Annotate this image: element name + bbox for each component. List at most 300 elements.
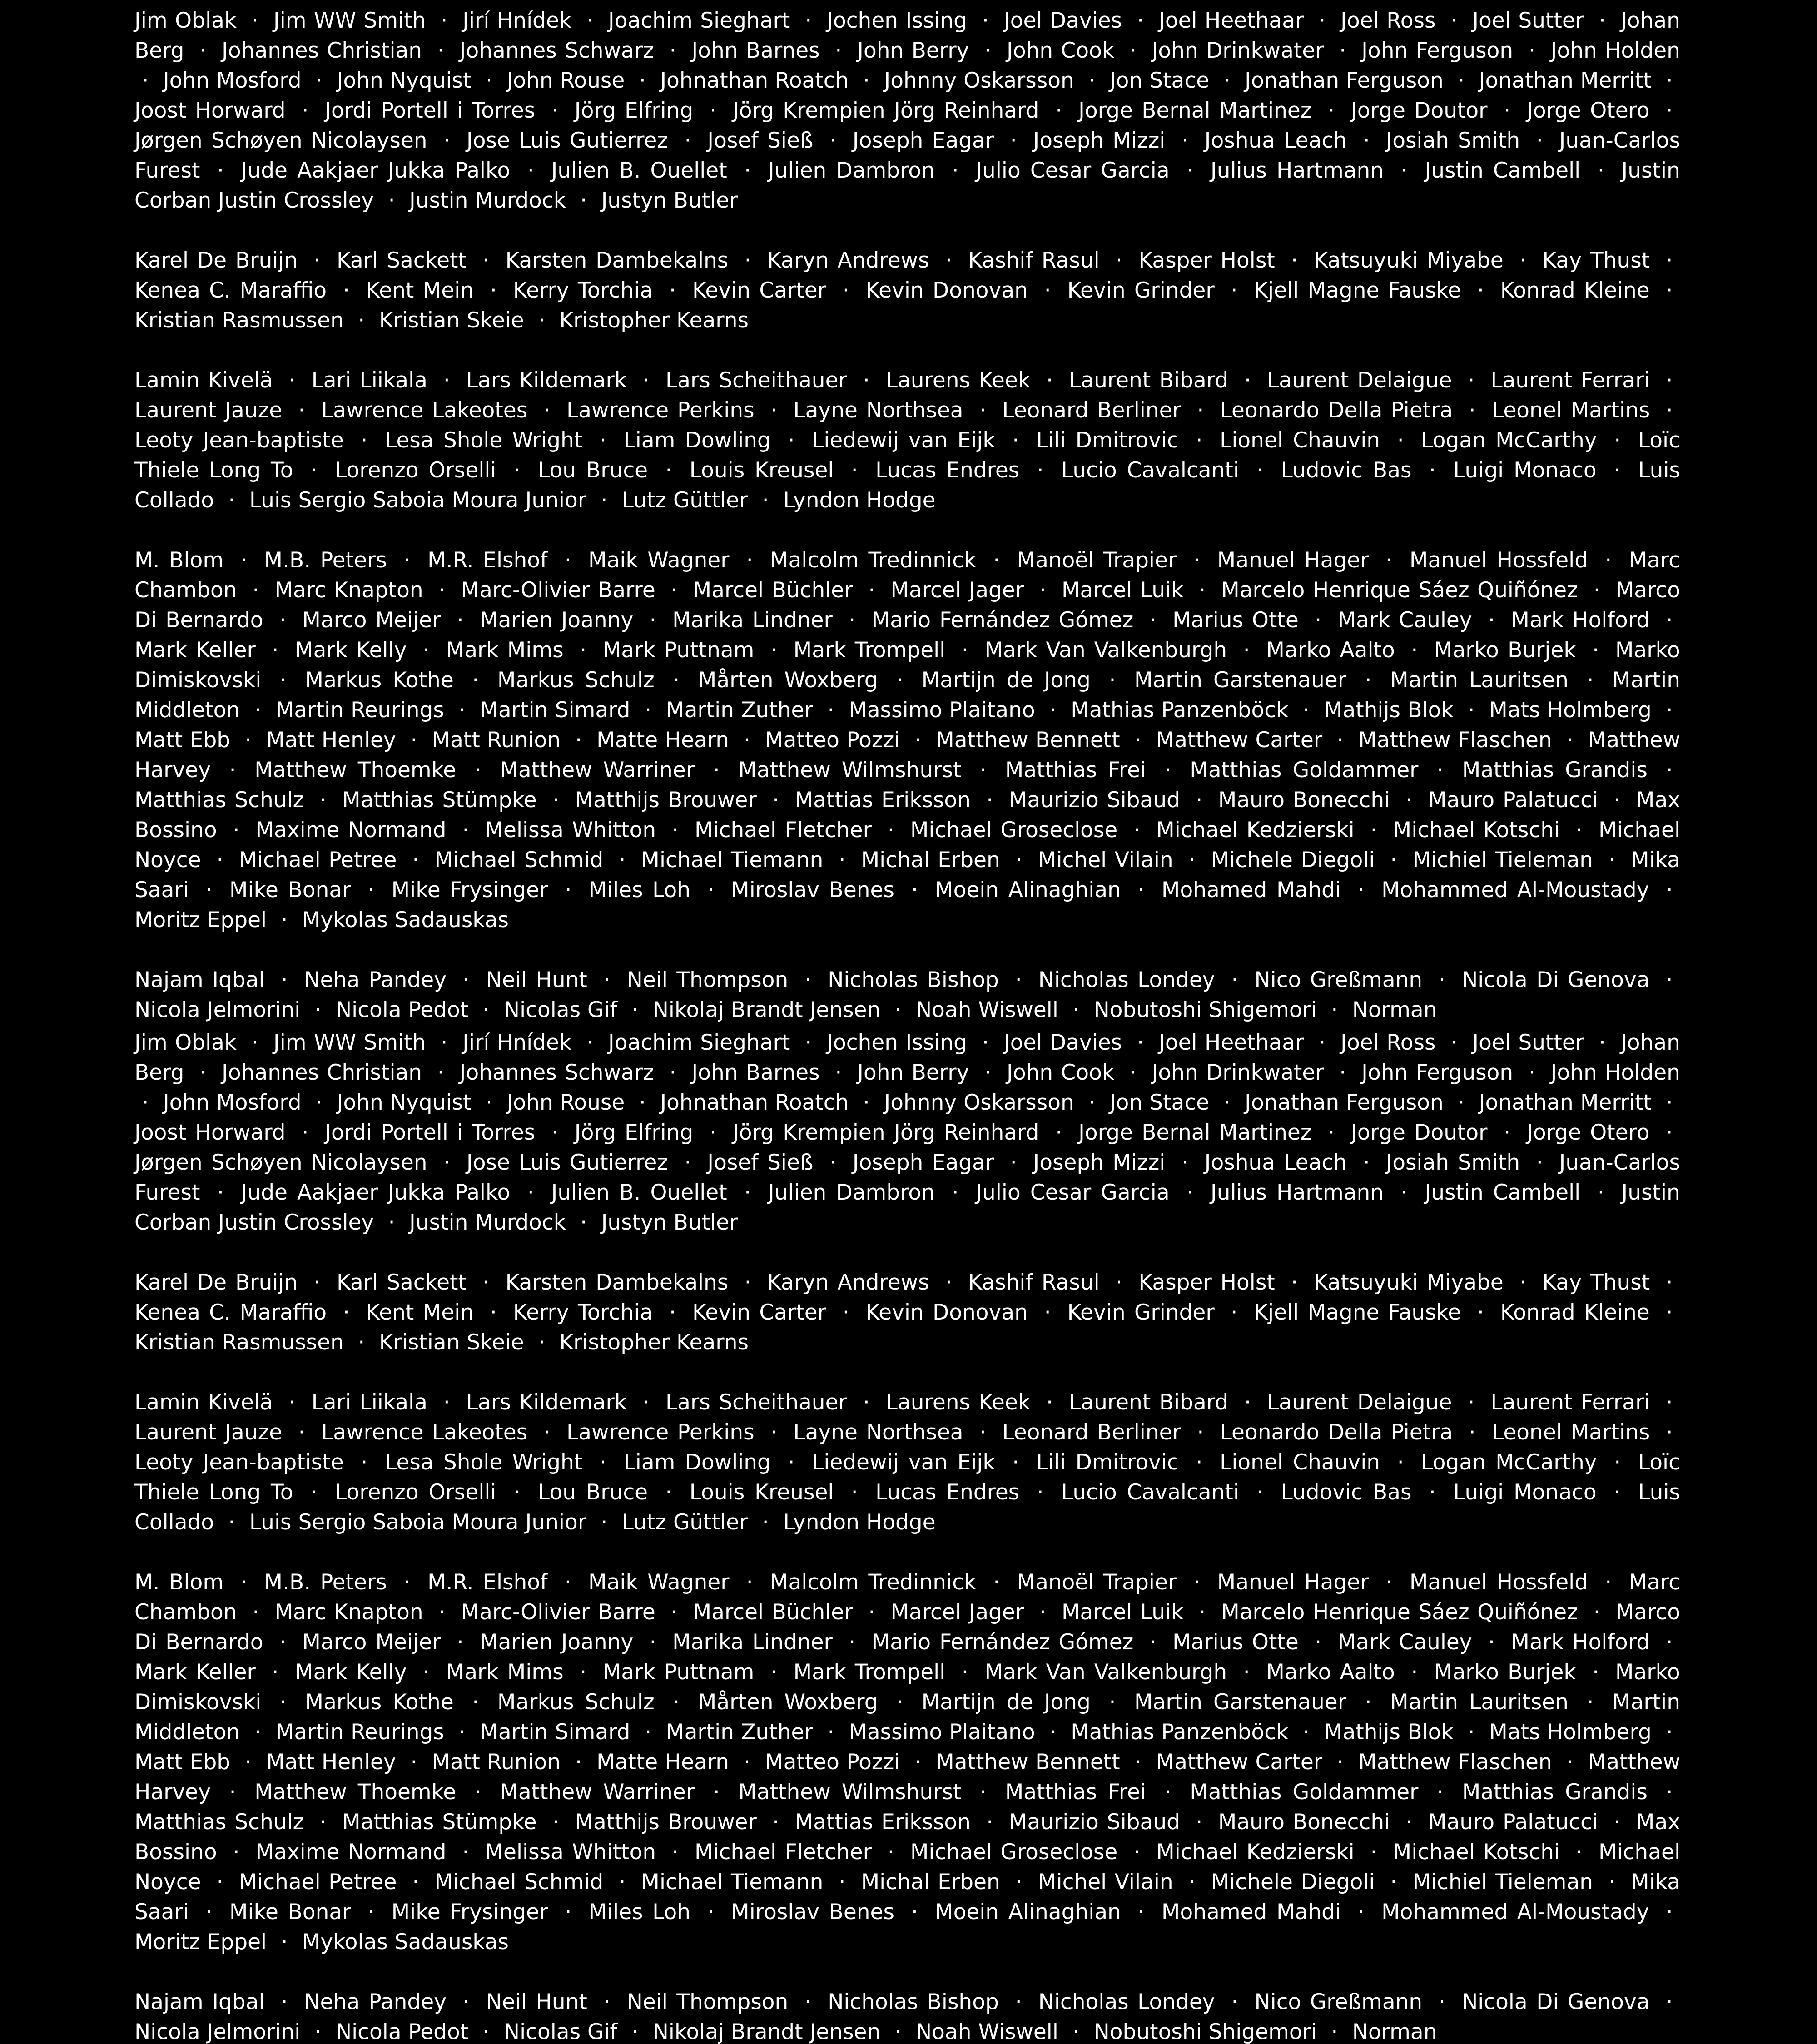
separator-dot: · (564, 1570, 571, 1595)
separator-dot: · (403, 548, 411, 573)
separator-dot: · (1197, 398, 1204, 423)
separator-dot: · (1049, 698, 1057, 723)
separator-dot: · (1504, 98, 1511, 123)
separator-dot: · (744, 1750, 751, 1775)
separator-dot: · (1256, 458, 1264, 483)
separator-dot: · (1164, 1780, 1172, 1805)
credit-name: Maurizio Sibaud (1008, 788, 1180, 813)
separator-dot: · (457, 1630, 464, 1655)
separator-dot: · (1599, 8, 1606, 33)
credit-name: Matthijs Brouwer (575, 1810, 757, 1835)
separator-dot: · (281, 1930, 288, 1955)
credit-name: Lars Scheithauer (665, 1390, 847, 1415)
credit-name: John Ferguson (1361, 38, 1514, 63)
credit-name: Mårten Woxberg (698, 668, 878, 693)
credit-name: Johannes Christian (222, 38, 422, 63)
separator-dot: · (1429, 1480, 1436, 1505)
credit-name: Lesa Shole Wright (385, 428, 583, 453)
separator-dot: · (896, 1690, 904, 1715)
credit-name: Mauro Palatucci (1428, 1810, 1599, 1835)
credit-name: Layne Northsea (793, 1420, 963, 1445)
credit-name: Justyn Butler (601, 188, 738, 213)
separator-dot: · (1196, 1810, 1203, 1835)
credit-name: Matthias Grandis (1462, 758, 1648, 783)
separator-dot: · (713, 758, 720, 783)
separator-dot: · (486, 68, 492, 93)
credit-name: Lars Kildemark (466, 368, 627, 393)
credit-name: Katsuyuki Miyabe (1314, 1270, 1504, 1295)
separator-dot: · (279, 608, 286, 633)
separator-dot: · (580, 1210, 587, 1235)
separator-dot: · (1592, 638, 1599, 663)
separator-dot: · (1015, 1989, 1022, 2014)
separator-dot: · (599, 428, 606, 453)
credit-name: Lars Kildemark (466, 1390, 627, 1415)
credit-name: Matt Henley (266, 728, 396, 753)
credit-name: M.B. Peters (264, 1570, 387, 1595)
credit-name: Manuel Hager (1217, 1570, 1369, 1595)
credit-name: Michael Schmid (434, 1870, 604, 1895)
credit-name: Jonathan Merritt (1479, 68, 1652, 93)
credit-name: Matthew Bennett (936, 1750, 1120, 1775)
separator-dot: · (280, 668, 287, 693)
credit-name: Layne Northsea (793, 398, 963, 423)
credit-name: Matthew Thoemke (254, 758, 457, 783)
credit-name: Marko Dimiskovski (134, 1660, 1680, 1715)
separator-dot: · (842, 278, 849, 303)
separator-dot: · (462, 818, 469, 843)
separator-dot: · (1181, 128, 1188, 153)
credit-name: Lili Dmitrovic (1036, 1450, 1179, 1475)
separator-dot: · (1137, 8, 1144, 33)
separator-dot: · (538, 1330, 545, 1355)
separator-dot: · (945, 248, 952, 273)
separator-dot: · (1429, 458, 1436, 483)
credit-name: Martin Reurings (275, 698, 444, 723)
credit-name: Kevin Donovan (865, 278, 1028, 303)
credit-name: Justin Cambell (1425, 1180, 1581, 1205)
credit-name: Marika Lindner (672, 608, 833, 633)
credit-name: Lyndon Hodge (783, 1510, 936, 1535)
separator-dot: · (863, 368, 870, 393)
separator-dot: · (1137, 878, 1145, 903)
credit-name: Johnathan Roatch (660, 68, 849, 93)
credit-name: Matthew Warriner (500, 1780, 695, 1805)
credit-name: Najam Iqbal (134, 1989, 265, 2014)
separator-dot: · (762, 1510, 769, 1535)
credit-name: Kevin Grinder (1067, 1300, 1215, 1325)
separator-dot: · (1477, 278, 1484, 303)
separator-dot: · (1666, 1989, 1673, 2014)
credit-name: Michael Tiemann (641, 848, 824, 873)
separator-dot: · (217, 158, 224, 183)
credit-name: Michael Petree (238, 1870, 397, 1895)
separator-dot: · (552, 1810, 559, 1835)
credit-name: Martijn de Jong (921, 668, 1091, 693)
credit-name: Liam Dowling (623, 428, 771, 453)
separator-dot: · (1039, 578, 1046, 603)
credit-name: Luis Collado (134, 458, 1680, 513)
separator-dot: · (552, 788, 559, 813)
credit-name: Marc-Olivier Barre (461, 578, 655, 603)
credit-name: M. Blom (134, 548, 224, 573)
separator-dot: · (1593, 578, 1600, 603)
credit-name: Michael Noyce (134, 1840, 1680, 1895)
separator-dot: · (1666, 1420, 1673, 1445)
separator-dot: · (804, 967, 812, 992)
credit-name: Josef Sieß (707, 1150, 814, 1175)
credit-name: Martin Lauritsen (1390, 1690, 1569, 1715)
credit-name: Jörg Krempien Jörg Reinhard (732, 1120, 1039, 1145)
credit-name: Marco Meijer (302, 608, 441, 633)
credit-name: Marc Chambon (134, 548, 1680, 603)
credit-name: Marius Otte (1172, 1630, 1299, 1655)
credit-name: Lili Dmitrovic (1036, 428, 1179, 453)
separator-dot: · (710, 98, 717, 123)
credit-name: Mike Bonar (229, 878, 351, 903)
credit-name: Joel Davies (1003, 8, 1122, 33)
credit-name: Martin Middleton (134, 1690, 1680, 1745)
credit-name: Mohamed Mahdi (1161, 878, 1341, 903)
credit-name: Neil Thompson (626, 967, 789, 992)
credit-name: Marc Chambon (134, 1570, 1680, 1625)
credit-name: Joel Ross (1340, 1030, 1436, 1055)
separator-dot: · (1405, 788, 1413, 813)
separator-dot: · (462, 1989, 470, 2014)
credit-name: Lionel Chauvin (1220, 428, 1380, 453)
credit-name: Kasper Holst (1138, 1270, 1275, 1295)
separator-dot: · (310, 458, 318, 483)
separator-dot: · (319, 1810, 327, 1835)
credit-name: Michael Petree (238, 848, 397, 873)
credit-name: Manoël Trapier (1017, 1570, 1177, 1595)
credits-group-m (134, 1568, 1680, 1957)
separator-dot: · (1666, 398, 1673, 423)
credit-name: M.R. Elshof (427, 548, 548, 573)
separator-dot: · (842, 1300, 849, 1325)
separator-dot: · (1608, 1870, 1616, 1895)
credit-name: Marius Otte (1172, 608, 1299, 633)
credit-name: Jorge Bernal Martinez (1078, 98, 1312, 123)
credit-name: Matthew Carter (1156, 1750, 1323, 1775)
credit-name: Nico Greßmann (1254, 1989, 1423, 2014)
credit-name: John Mosford (163, 1090, 302, 1115)
credit-name: Miroslav Benes (731, 878, 894, 903)
separator-dot: · (649, 608, 656, 633)
separator-dot: · (1291, 1270, 1298, 1295)
credit-name: Luis Sergio Saboia Moura Junior (249, 488, 587, 513)
separator-dot: · (1044, 278, 1051, 303)
separator-dot: · (1088, 68, 1096, 93)
credit-name: Juan-Carlos Furest (134, 1150, 1680, 1205)
credit-name: Johannes Christian (222, 1060, 422, 1085)
credit-name: Jim WW Smith (273, 1030, 426, 1055)
separator-dot: · (986, 788, 993, 813)
credit-name: Laurent Ferrari (1490, 368, 1650, 393)
credit-name: Michele Diegoli (1211, 1870, 1375, 1895)
credit-name: Martin Garstenauer (1134, 1690, 1347, 1715)
credit-name: John Holden (1550, 38, 1680, 63)
separator-dot: · (1012, 428, 1019, 453)
credit-name: Karsten Dambekalns (505, 248, 729, 273)
separator-dot: · (770, 1660, 778, 1685)
credit-name: Markus Schulz (497, 668, 655, 693)
separator-dot: · (980, 758, 987, 783)
credit-name: Kevin Carter (692, 1300, 826, 1325)
credit-name: Jon Stace (1109, 68, 1210, 93)
separator-dot: · (462, 967, 470, 992)
credit-name: Maurizio Sibaud (1008, 1810, 1180, 1835)
credit-name: Matte Hearn (596, 728, 730, 753)
credit-name: Jörg Elfring (574, 98, 694, 123)
credit-name: Lari Liikala (311, 368, 427, 393)
separator-dot: · (1458, 68, 1465, 93)
credit-name: Maik Wagner (588, 548, 730, 573)
separator-dot: · (410, 728, 417, 753)
separator-dot: · (551, 1120, 558, 1145)
credit-name: Leoty Jean-baptiste (134, 1450, 344, 1475)
credit-name: Nobutoshi Shigemori (1093, 2019, 1317, 2044)
credits-list (134, 1028, 1680, 2044)
credit-name: Moein Alinaghian (935, 1900, 1121, 1925)
credit-name: John Nyquist (337, 1090, 472, 1115)
separator-dot: · (527, 1180, 534, 1205)
credits-viewport-bottom[interactable] (0, 1022, 1817, 2044)
separator-dot: · (669, 1060, 676, 1085)
credit-name: Kent Mein (366, 278, 474, 303)
separator-dot: · (316, 68, 323, 93)
separator-dot: · (1181, 1150, 1188, 1175)
credit-name: Lamin Kivelä (134, 1390, 273, 1415)
credit-name: Marko Burjek (1434, 1660, 1576, 1685)
credit-name: Mathias Panzenböck (1071, 1720, 1289, 1745)
credit-name: Marko Burjek (1434, 638, 1576, 663)
separator-dot: · (1439, 1989, 1446, 2014)
credit-name: Julien B. Ouellet (551, 1180, 727, 1205)
separator-dot: · (1385, 1570, 1393, 1595)
credits-group-j (134, 6, 1680, 216)
credit-name: Matt Ebb (134, 1750, 231, 1775)
credit-name: Moein Alinaghian (935, 878, 1121, 903)
credit-name: Karel De Bruijn (134, 1270, 298, 1295)
credit-name: Nico Greßmann (1254, 967, 1423, 992)
separator-dot: · (670, 578, 678, 603)
credit-name: Nicola Pedot (335, 997, 469, 1022)
credit-name: Joel Heethaar (1158, 1030, 1304, 1055)
separator-dot: · (443, 1150, 451, 1175)
separator-dot: · (229, 758, 236, 783)
credit-name: Martin Middleton (134, 668, 1680, 723)
credit-name: Moritz Eppel (134, 908, 267, 933)
credit-name: Jim Oblak (134, 1030, 237, 1055)
separator-dot: · (310, 1480, 318, 1505)
separator-dot: · (952, 158, 959, 183)
separator-dot: · (744, 1180, 751, 1205)
separator-dot: · (1129, 1060, 1137, 1085)
credit-name: Mathijs Blok (1324, 1720, 1454, 1745)
credit-name: Miles Loh (588, 1900, 691, 1925)
separator-dot: · (280, 1690, 287, 1715)
separator-dot: · (887, 818, 894, 843)
separator-dot: · (142, 68, 149, 93)
credit-name: Miroslav Benes (731, 1900, 894, 1925)
credit-name: Matte Hearn (596, 1750, 730, 1775)
separator-dot: · (1187, 1180, 1194, 1205)
credit-name: Marko Aalto (1266, 638, 1395, 663)
separator-dot: · (1519, 248, 1527, 273)
credit-name: John Rouse (506, 1090, 625, 1115)
credit-name: Jirí Hnídek (462, 8, 572, 33)
separator-dot: · (827, 1720, 834, 1745)
credit-name: Kristopher Kearns (559, 1330, 749, 1355)
separator-dot: · (1390, 1870, 1397, 1895)
credit-name: Mattias Eriksson (794, 788, 971, 813)
credit-name: John Holden (1550, 1060, 1680, 1085)
credit-name: Jon Stace (1109, 1090, 1210, 1115)
separator-dot: · (367, 878, 375, 903)
credit-name: Mark Mims (446, 638, 564, 663)
credit-name: Lucio Cavalcanti (1061, 1480, 1239, 1505)
credit-name: Maxime Normand (255, 818, 447, 843)
credit-name: Julien Dambron (768, 158, 935, 183)
separator-dot: · (762, 488, 769, 513)
separator-dot: · (472, 1690, 479, 1715)
credit-name: Mark Keller (134, 1660, 256, 1685)
credit-name: Jonathan Ferguson (1245, 68, 1444, 93)
credit-name: Najam Iqbal (134, 967, 265, 992)
separator-dot: · (1469, 398, 1476, 423)
credit-name: Josef Sieß (707, 128, 814, 153)
credit-name: Kashif Rasul (968, 1270, 1100, 1295)
credit-name: Matthew Thoemke (254, 1780, 457, 1805)
separator-dot: · (1193, 1570, 1201, 1595)
credit-name: Julio Cesar Garcia (976, 158, 1170, 183)
credit-name: Neil Hunt (486, 1989, 587, 2014)
separator-dot: · (538, 308, 545, 333)
credit-name: Noah Wiswell (916, 2019, 1058, 2044)
credit-name: Noah Wiswell (916, 997, 1058, 1022)
separator-dot: · (458, 1720, 466, 1745)
separator-dot: · (1666, 248, 1673, 273)
credit-name: Mats Holmberg (1489, 1720, 1652, 1745)
credit-name: Markus Schulz (497, 1690, 655, 1715)
credit-name: Jochen Issing (827, 8, 968, 33)
separator-dot: · (1134, 1750, 1142, 1775)
credit-name: Julien Dambron (768, 1180, 935, 1205)
separator-dot: · (513, 1480, 521, 1505)
separator-dot: · (254, 698, 261, 723)
credit-name: Mark Kelly (295, 638, 407, 663)
separator-dot: · (1199, 1600, 1206, 1625)
separator-dot: · (669, 1300, 676, 1325)
credit-name: Marco Di Bernardo (134, 1600, 1680, 1655)
credit-name: Michael Groseclose (910, 1840, 1118, 1865)
separator-dot: · (1039, 1600, 1046, 1625)
credit-name: Mats Holmberg (1489, 698, 1652, 723)
credits-group-j (134, 1028, 1680, 1238)
credit-name: Kasper Holst (1138, 248, 1275, 273)
separator-dot: · (272, 1660, 279, 1685)
separator-dot: · (575, 728, 582, 753)
separator-dot: · (961, 638, 968, 663)
credit-name: Matthew Flaschen (1358, 728, 1552, 753)
credit-name: Johannes Schwarz (459, 1060, 654, 1085)
separator-dot: · (272, 638, 279, 663)
separator-dot: · (457, 608, 464, 633)
separator-dot: · (1358, 1900, 1365, 1925)
credit-name: Mark Holford (1511, 608, 1650, 633)
credit-name: Marcel Büchler (693, 1600, 853, 1625)
separator-dot: · (438, 1600, 446, 1625)
separator-dot: · (482, 997, 490, 1022)
separator-dot: · (672, 818, 679, 843)
separator-dot: · (914, 728, 922, 753)
separator-dot: · (1049, 1720, 1057, 1745)
separator-dot: · (1319, 8, 1326, 33)
credit-name: John Cook (1006, 38, 1115, 63)
separator-dot: · (1613, 458, 1621, 483)
separator-dot: · (601, 1510, 608, 1535)
credit-name: Matthew Harvey (134, 728, 1681, 783)
credit-name: John Drinkwater (1152, 38, 1324, 63)
separator-dot: · (1666, 1270, 1673, 1295)
credit-name: Lari Liikala (311, 1390, 427, 1415)
credit-name: Marko Aalto (1266, 1660, 1395, 1685)
separator-dot: · (1223, 68, 1231, 93)
credit-name: Kristopher Kearns (559, 308, 749, 333)
separator-dot: · (851, 458, 858, 483)
separator-dot: · (770, 638, 778, 663)
separator-dot: · (1291, 248, 1298, 273)
separator-dot: · (358, 1330, 365, 1355)
separator-dot: · (1015, 848, 1023, 873)
credit-name: Michael Kedzierski (1156, 818, 1355, 843)
separator-dot: · (1315, 1630, 1322, 1655)
credit-name: Mark Holford (1511, 1630, 1650, 1655)
credit-name: Loïc Thiele Long To (134, 1450, 1680, 1505)
credit-name: Mauro Palatucci (1428, 788, 1599, 813)
credit-name: Matthias Schulz (134, 1810, 304, 1835)
separator-dot: · (1437, 758, 1444, 783)
credit-name: John Ferguson (1361, 1060, 1514, 1085)
credit-name: Matthias Stümpke (342, 1810, 537, 1835)
separator-dot: · (1188, 848, 1196, 873)
separator-dot: · (827, 698, 834, 723)
credit-name: Melissa Whitton (485, 1840, 656, 1865)
credit-name: Nikolaj Brandt Jensen (652, 2019, 881, 2044)
credit-name: Justyn Butler (601, 1210, 738, 1235)
separator-dot: · (1315, 608, 1322, 633)
credit-name: Matthias Schulz (134, 788, 304, 813)
separator-dot: · (1303, 1720, 1310, 1745)
credit-name: Mohamed Mahdi (1161, 1900, 1341, 1925)
credit-name: Marco Di Bernardo (134, 578, 1680, 633)
separator-dot: · (1488, 1630, 1495, 1655)
separator-dot: · (1072, 2019, 1080, 2044)
separator-dot: · (252, 8, 258, 33)
credit-name: Joshua Leach (1204, 1150, 1347, 1175)
separator-dot: · (1597, 1180, 1604, 1205)
credit-name: Mohammed Al-Moustady (1381, 1900, 1649, 1925)
separator-dot: · (1055, 98, 1062, 123)
separator-dot: · (1666, 68, 1673, 93)
separator-dot: · (805, 8, 812, 33)
credit-name: Justin Cambell (1425, 158, 1581, 183)
separator-dot: · (314, 2019, 322, 2044)
credit-name: Lorenzo Orselli (335, 1480, 496, 1505)
credit-name: Laurent Bibard (1069, 368, 1229, 393)
separator-dot: · (1450, 1030, 1458, 1055)
